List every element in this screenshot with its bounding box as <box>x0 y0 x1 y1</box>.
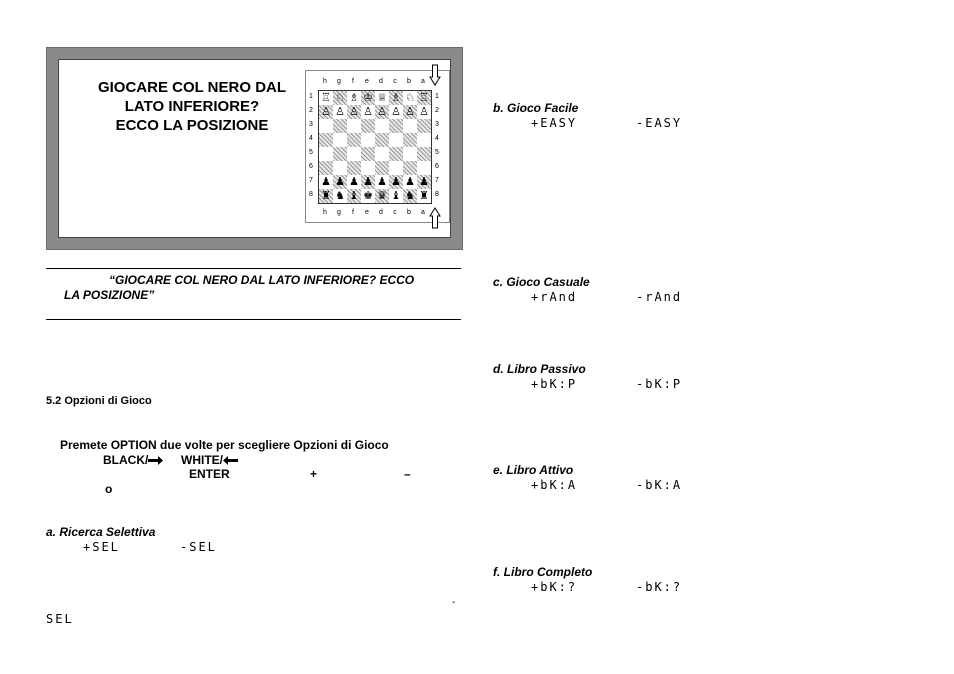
minus-key-label: – <box>404 467 411 481</box>
chess-piece-square: ♕ <box>375 91 389 105</box>
lcd-on-a: +SEL <box>83 540 120 554</box>
board-square <box>361 161 375 175</box>
chess-piece-square: ♜ <box>319 189 333 203</box>
file-label: h <box>323 78 327 85</box>
rank-label: 5 <box>435 149 439 156</box>
chess-piece-square: ♟ <box>333 175 347 189</box>
chess-piece-square: ♗ <box>347 91 361 105</box>
chess-piece-square: ♝ <box>389 189 403 203</box>
arrow-right-icon <box>148 456 163 465</box>
rank-label: 2 <box>435 107 439 114</box>
rank-label: 4 <box>309 135 313 142</box>
chess-piece-square: ♗ <box>389 91 403 105</box>
board-square <box>361 119 375 133</box>
board-square <box>403 133 417 147</box>
lcd-off-e: -bK:A <box>636 478 683 492</box>
box-title-line: LATO INFERIORE? <box>124 98 260 115</box>
note-line-1: “GIOCARE COL NERO DAL LATO INFERIORE? ECCO <box>109 273 415 287</box>
chess-piece-square: ♙ <box>389 105 403 119</box>
chessboard-diagram <box>305 70 450 223</box>
board-grid <box>318 90 432 204</box>
illustration-frame <box>46 47 463 250</box>
board-square <box>319 133 333 147</box>
rank-label: 1 <box>435 93 439 100</box>
lcd-off-f: -bK:? <box>636 580 683 594</box>
file-labels-top <box>318 78 430 86</box>
rank-label: 2 <box>309 107 313 114</box>
file-label: g <box>337 78 341 85</box>
instruction-line: Premete OPTION due volte per scegliere Opzioni di Gioco <box>60 438 389 452</box>
section-heading: 5.2 Opzioni di Gioco <box>46 395 152 407</box>
board-square <box>347 119 361 133</box>
board-square <box>333 161 347 175</box>
chess-piece-square: ♟ <box>375 175 389 189</box>
lcd-off-c: -rAnd <box>636 290 683 304</box>
board-square <box>403 119 417 133</box>
option-title-e: e. Libro Attivo <box>493 463 574 477</box>
box-title <box>73 78 311 135</box>
arrow-down-icon <box>429 64 441 86</box>
lcd-on-b: +EASY <box>531 116 578 130</box>
rank-label: 7 <box>435 177 439 184</box>
option-title-d: d. Libro Passivo <box>493 362 586 376</box>
board-square <box>389 161 403 175</box>
chess-piece-square: ♟ <box>417 175 431 189</box>
board-square <box>347 133 361 147</box>
board-square <box>417 161 431 175</box>
board-square <box>403 147 417 161</box>
board-square <box>347 161 361 175</box>
board-square <box>333 133 347 147</box>
board-square <box>375 119 389 133</box>
plus-key-label: + <box>310 467 318 481</box>
footer-dash: - <box>452 597 456 608</box>
lcd-off-a: -SEL <box>180 540 217 554</box>
rank-label: 6 <box>435 163 439 170</box>
board-square <box>417 147 431 161</box>
file-label: a <box>421 209 425 216</box>
chess-piece-square: ♟ <box>389 175 403 189</box>
divider-top <box>46 268 461 269</box>
arrow-up-icon <box>429 207 441 229</box>
board-square <box>389 147 403 161</box>
lcd-on-c: +rAnd <box>531 290 578 304</box>
rank-label: 8 <box>309 191 313 198</box>
file-label: d <box>379 209 383 216</box>
file-label: d <box>379 78 383 85</box>
option-title-f: f. Libro Completo <box>493 565 593 579</box>
chess-piece-square: ♖ <box>319 91 333 105</box>
chess-piece-square: ♙ <box>375 105 389 119</box>
chess-piece-square: ♙ <box>361 105 375 119</box>
lcd-on-d: +bK:P <box>531 377 578 391</box>
file-label: f <box>352 209 354 216</box>
rank-label: 5 <box>309 149 313 156</box>
chess-piece-square: ♔ <box>361 91 375 105</box>
board-square <box>403 161 417 175</box>
footer-lcd-code: SEL <box>46 612 74 626</box>
rank-label: 7 <box>309 177 313 184</box>
black-key-label <box>103 453 163 467</box>
option-title-a: a. Ricerca Selettiva <box>46 525 156 539</box>
chess-piece-square: ♖ <box>417 91 431 105</box>
chess-piece-square: ♙ <box>403 105 417 119</box>
chess-piece-square: ♙ <box>333 105 347 119</box>
box-title-line: ECCO LA POSIZIONE <box>115 117 269 134</box>
chess-piece-square: ♟ <box>403 175 417 189</box>
or-label: o <box>105 482 113 496</box>
rank-label: 3 <box>435 121 439 128</box>
lcd-on-f: +bK:? <box>531 580 578 594</box>
chess-piece-square: ♘ <box>403 91 417 105</box>
divider-bottom <box>46 319 461 320</box>
board-square <box>375 133 389 147</box>
board-square <box>333 147 347 161</box>
board-square <box>375 161 389 175</box>
white-key-text: WHITE/ <box>181 453 223 467</box>
board-square <box>389 119 403 133</box>
rank-label: 8 <box>435 191 439 198</box>
chess-piece-square: ♝ <box>347 189 361 203</box>
chess-piece-square: ♟ <box>361 175 375 189</box>
chess-piece-square: ♙ <box>417 105 431 119</box>
chess-piece-square: ♞ <box>333 189 347 203</box>
white-key-label <box>181 453 238 467</box>
lcd-off-b: -EASY <box>636 116 683 130</box>
chess-piece-square: ♛ <box>375 189 389 203</box>
arrow-left-icon <box>223 456 238 465</box>
illustration-panel <box>58 59 451 238</box>
note-line-2: LA POSIZIONE” <box>64 288 155 302</box>
rank-label: 4 <box>435 135 439 142</box>
file-label: h <box>323 209 327 216</box>
lcd-on-e: +bK:A <box>531 478 578 492</box>
file-label: a <box>421 78 425 85</box>
board-square <box>319 161 333 175</box>
rank-label: 6 <box>309 163 313 170</box>
board-square <box>417 119 431 133</box>
file-labels-bottom <box>318 209 430 217</box>
file-label: e <box>365 209 369 216</box>
board-square <box>319 119 333 133</box>
option-title-b: b. Gioco Facile <box>493 101 579 115</box>
board-square <box>375 147 389 161</box>
file-label: e <box>365 78 369 85</box>
file-label: b <box>407 78 411 85</box>
black-key-text: BLACK/ <box>103 453 149 467</box>
board-square <box>417 133 431 147</box>
chess-piece-square: ♜ <box>417 189 431 203</box>
chess-piece-square: ♟ <box>347 175 361 189</box>
board-square <box>347 147 361 161</box>
enter-key-label: ENTER <box>189 467 230 481</box>
rank-label: 3 <box>309 121 313 128</box>
lcd-off-d: -bK:P <box>636 377 683 391</box>
chess-piece-square: ♞ <box>403 189 417 203</box>
chess-piece-square: ♟ <box>319 175 333 189</box>
file-label: b <box>407 209 411 216</box>
option-title-c: c. Gioco Casuale <box>493 275 590 289</box>
chess-piece-square: ♘ <box>333 91 347 105</box>
rank-labels-left <box>309 90 313 202</box>
rank-label: 1 <box>309 93 313 100</box>
file-label: c <box>393 209 397 216</box>
file-label: f <box>352 78 354 85</box>
file-label: g <box>337 209 341 216</box>
box-title-line: GIOCARE COL NERO DAL <box>97 79 287 96</box>
board-square <box>361 133 375 147</box>
rank-labels-right <box>435 90 439 202</box>
board-square <box>333 119 347 133</box>
file-label: c <box>393 78 397 85</box>
chess-piece-square: ♚ <box>361 189 375 203</box>
board-square <box>319 147 333 161</box>
board-square <box>389 133 403 147</box>
chess-piece-square: ♙ <box>347 105 361 119</box>
chess-piece-square: ♙ <box>319 105 333 119</box>
board-square <box>361 147 375 161</box>
